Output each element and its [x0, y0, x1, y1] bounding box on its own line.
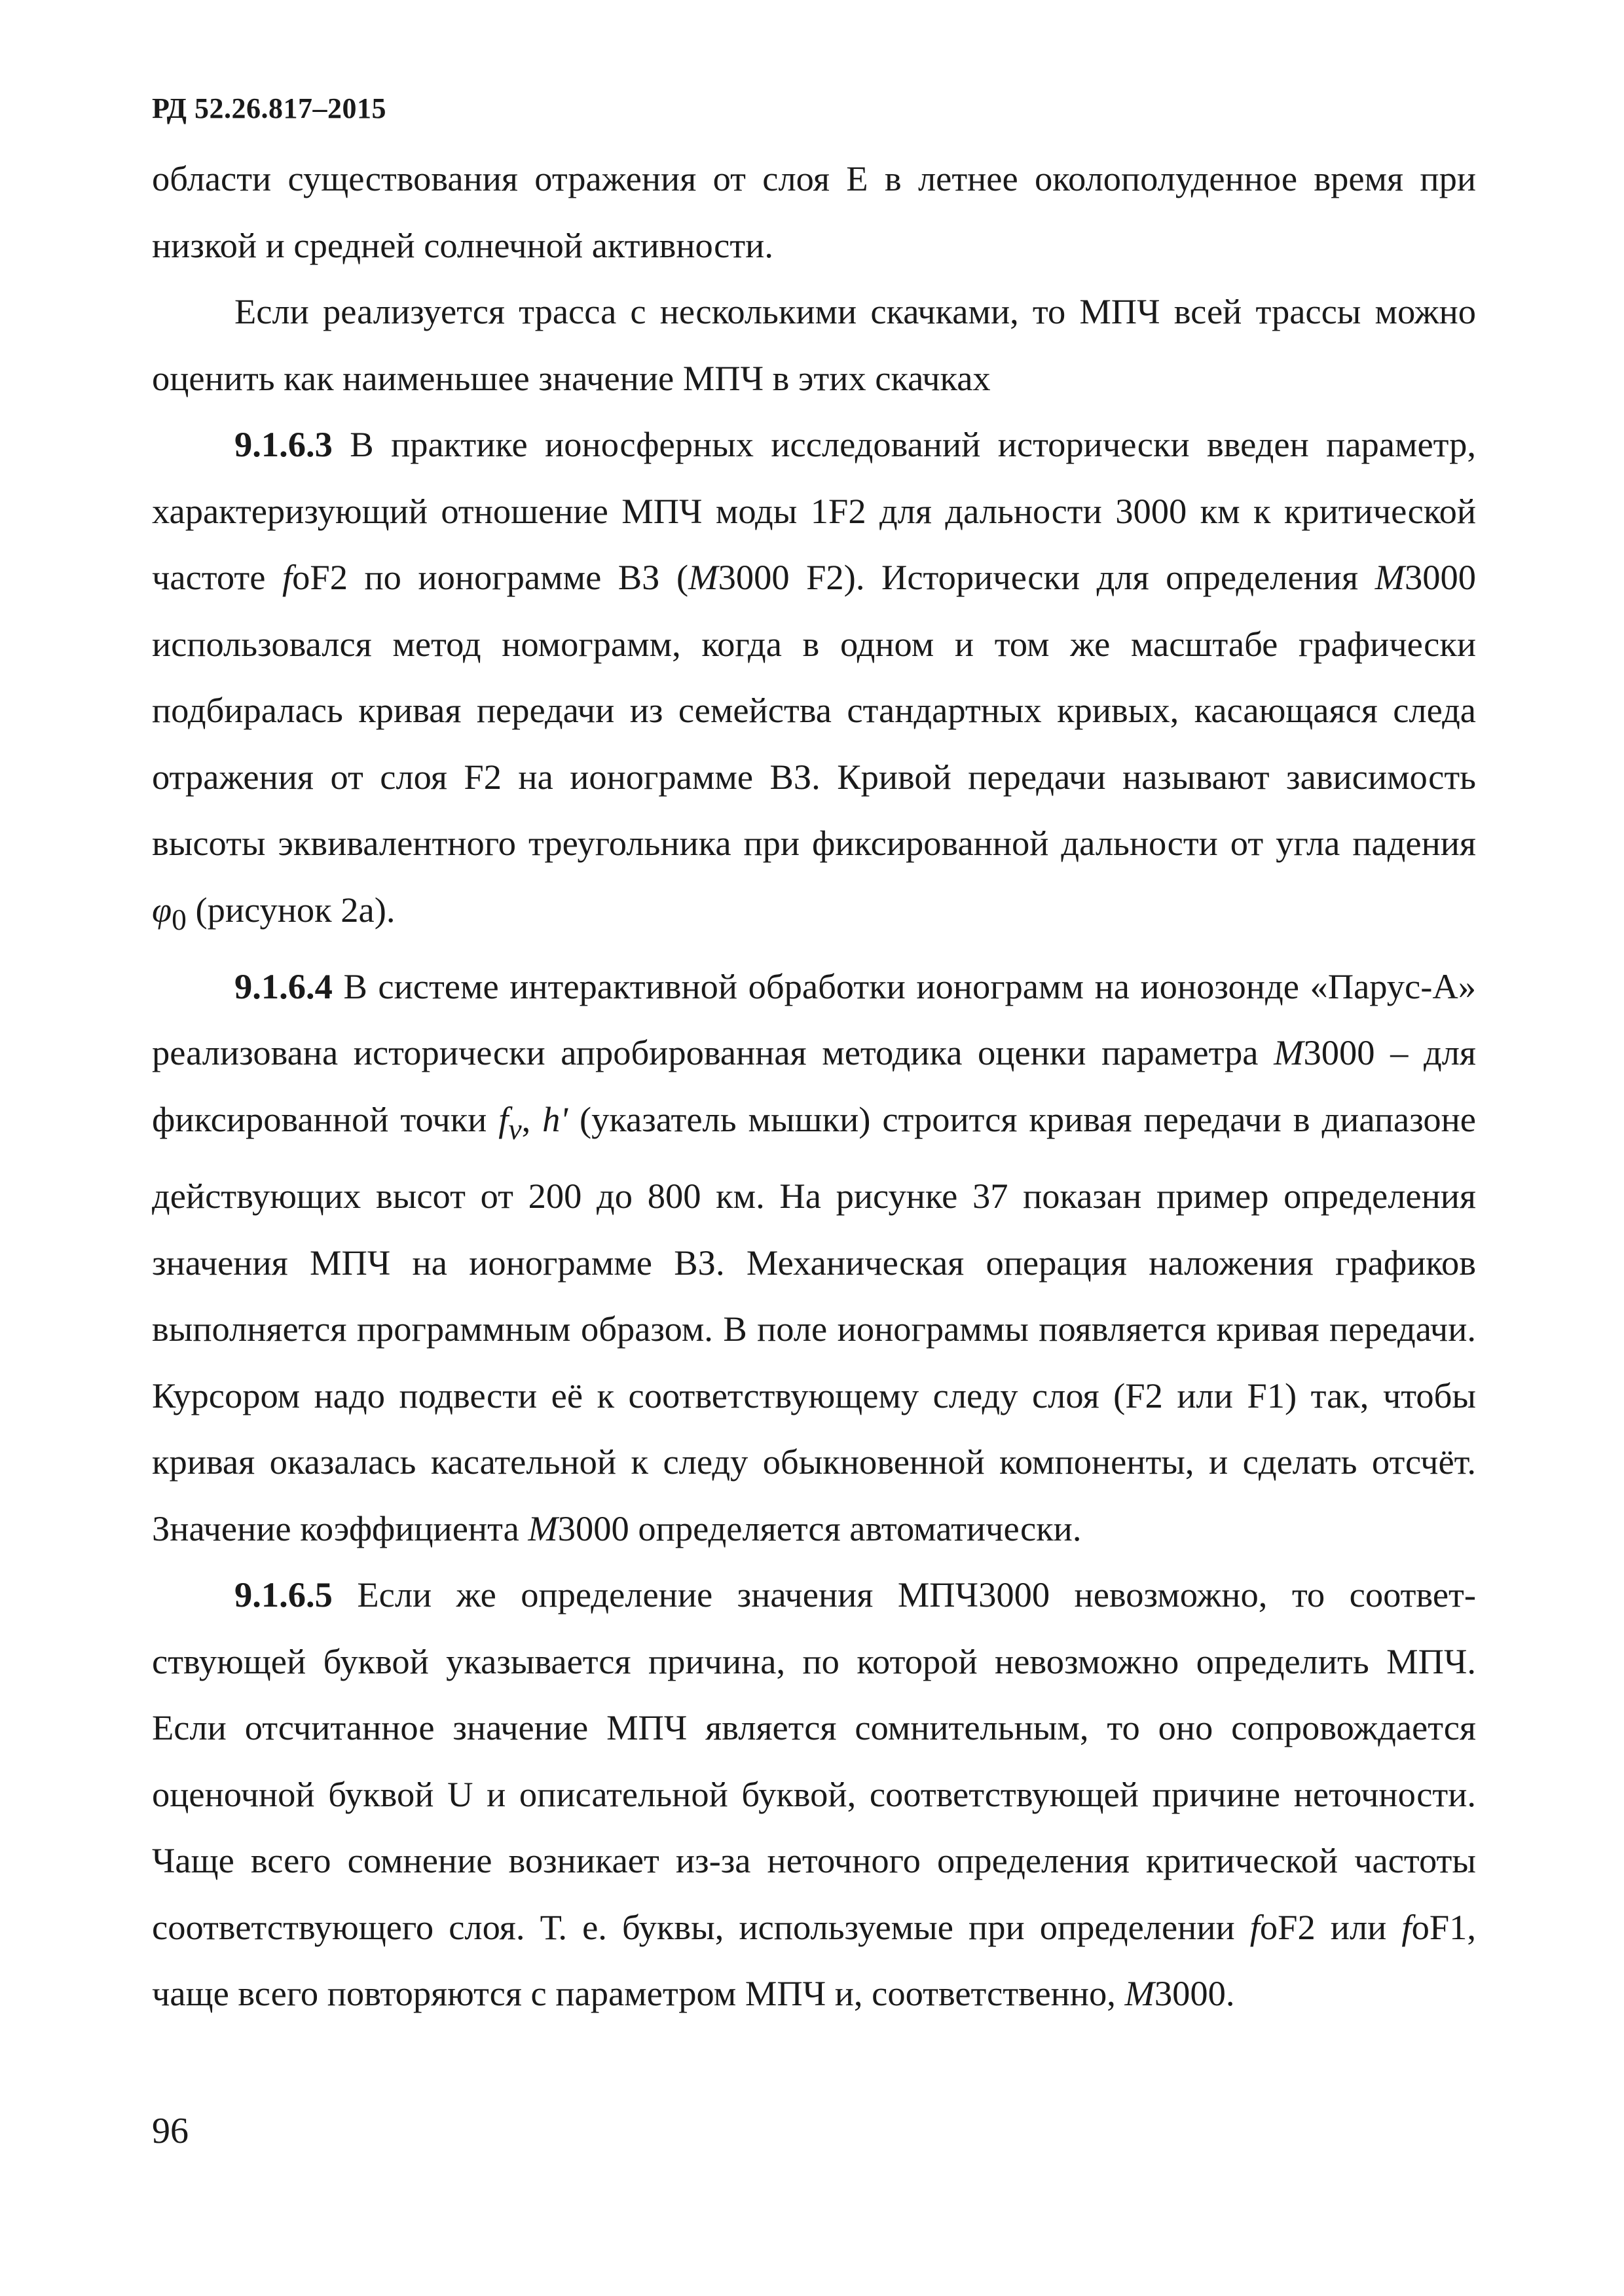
section-paragraph-9-1-6-4: [152, 953, 1476, 1561]
paragraph: Если реализуется трасса с несколькими скачками, то МПЧ всей трассы можно оценить как наименьшее значение МПЧ в этих скачках: [152, 291, 1476, 398]
symbol-h: h': [542, 1099, 568, 1139]
body-text: [152, 145, 1476, 2027]
section-number: 9.1.6.3: [234, 424, 333, 464]
text-run: 3000 использовался метод номограмм, когда в одном и том же масштабе графически подбиралась кривая передачи из семейства стандартных кривых, касающаяся следа отражения от слоя F2 на ионограмме ВЗ. Кривой передачи называют зависимость высоты эквивалентного треугольника при фиксированной дальности от угла падения: [152, 557, 1476, 863]
symbol-m: M: [528, 1508, 558, 1548]
subscript-v: v: [508, 1112, 522, 1146]
symbol-m: M: [1375, 557, 1405, 597]
text-run: В системе интерактивной обработки ионограмм на ионозонде «Парус-А» реализована исторически апробированная методика оценки параметра: [152, 966, 1476, 1073]
text-run: oF2 по ионограмме ВЗ (: [292, 557, 689, 597]
text-run: Если же определение значения МПЧ3000 невозможно, то соответствующей буквой указывается причина, по которой невозможно определить МПЧ. Если отсчитанное значение МПЧ является сомнительным, то оно сопровождается оценочной буквой U и описательной буквой, соответствующей причине неточности. Чаще всего сомнение возникает из-за неточного определения критической частоты соответствующего слоя. Т. е. буквы, используемые при определении: [152, 1575, 1476, 1947]
section-number: 9.1.6.4: [234, 966, 333, 1006]
section-paragraph-9-1-6-3: [152, 411, 1476, 953]
symbol-f: f: [282, 557, 293, 597]
symbol-f: f: [498, 1099, 509, 1139]
text-run: 3000 – для фиксированной точки: [152, 1032, 1476, 1139]
text-run: oF1, чаще всего повторяются с параметром МПЧ и, соответственно,: [152, 1906, 1476, 2014]
text-run: 3000 определяется автоматически.: [557, 1508, 1082, 1548]
paragraph: области существования отражения от слоя E в летнее околополуденное время при низкой и средней солнечной активности.: [152, 158, 1476, 265]
symbol-m: M: [1124, 1973, 1154, 2014]
section-paragraph-9-1-6-5: [152, 1561, 1476, 2027]
section-number: 9.1.6.5: [234, 1575, 333, 1615]
text-run: 3000 F2). Исторически для определения: [718, 557, 1375, 597]
subscript-0: 0: [172, 903, 187, 936]
text-run: (рисунок 2а).: [186, 889, 396, 930]
symbol-f: f: [1401, 1906, 1412, 1947]
text-run: oF2 или: [1259, 1906, 1402, 1947]
symbol-m: M: [1274, 1032, 1304, 1073]
text-run: 3000.: [1154, 1973, 1235, 2014]
symbol-m: M: [688, 557, 718, 597]
text-run: ,: [521, 1099, 543, 1139]
text-run: (указатель мышки) строится кривая передачи в диапазоне действующих высот от 200 до 800 км. На рисунке 37 показан пример определения значения МПЧ на ионограмме ВЗ. Механическая операция наложения графиков выполняется программным образом. В поле ионограммы появляется кривая передачи. Курсором надо подвести её к соответствующему следу слоя (F2 или F1) так, чтобы кривая оказалась касательной к следу обыкновенной компоненты, и сделать отсчёт. Значение коэффициента: [152, 1099, 1476, 1548]
running-header: РД 52.26.817–2015: [152, 92, 386, 124]
symbol-phi: φ: [152, 889, 172, 930]
symbol-f: f: [1249, 1906, 1260, 1947]
page-number: 96: [152, 2111, 189, 2151]
text-run: В практике ионосферных исследований исторически введен параметр, характеризующий отношение МПЧ моды 1F2 для дальности 3000 км к критической частоте: [152, 424, 1476, 597]
